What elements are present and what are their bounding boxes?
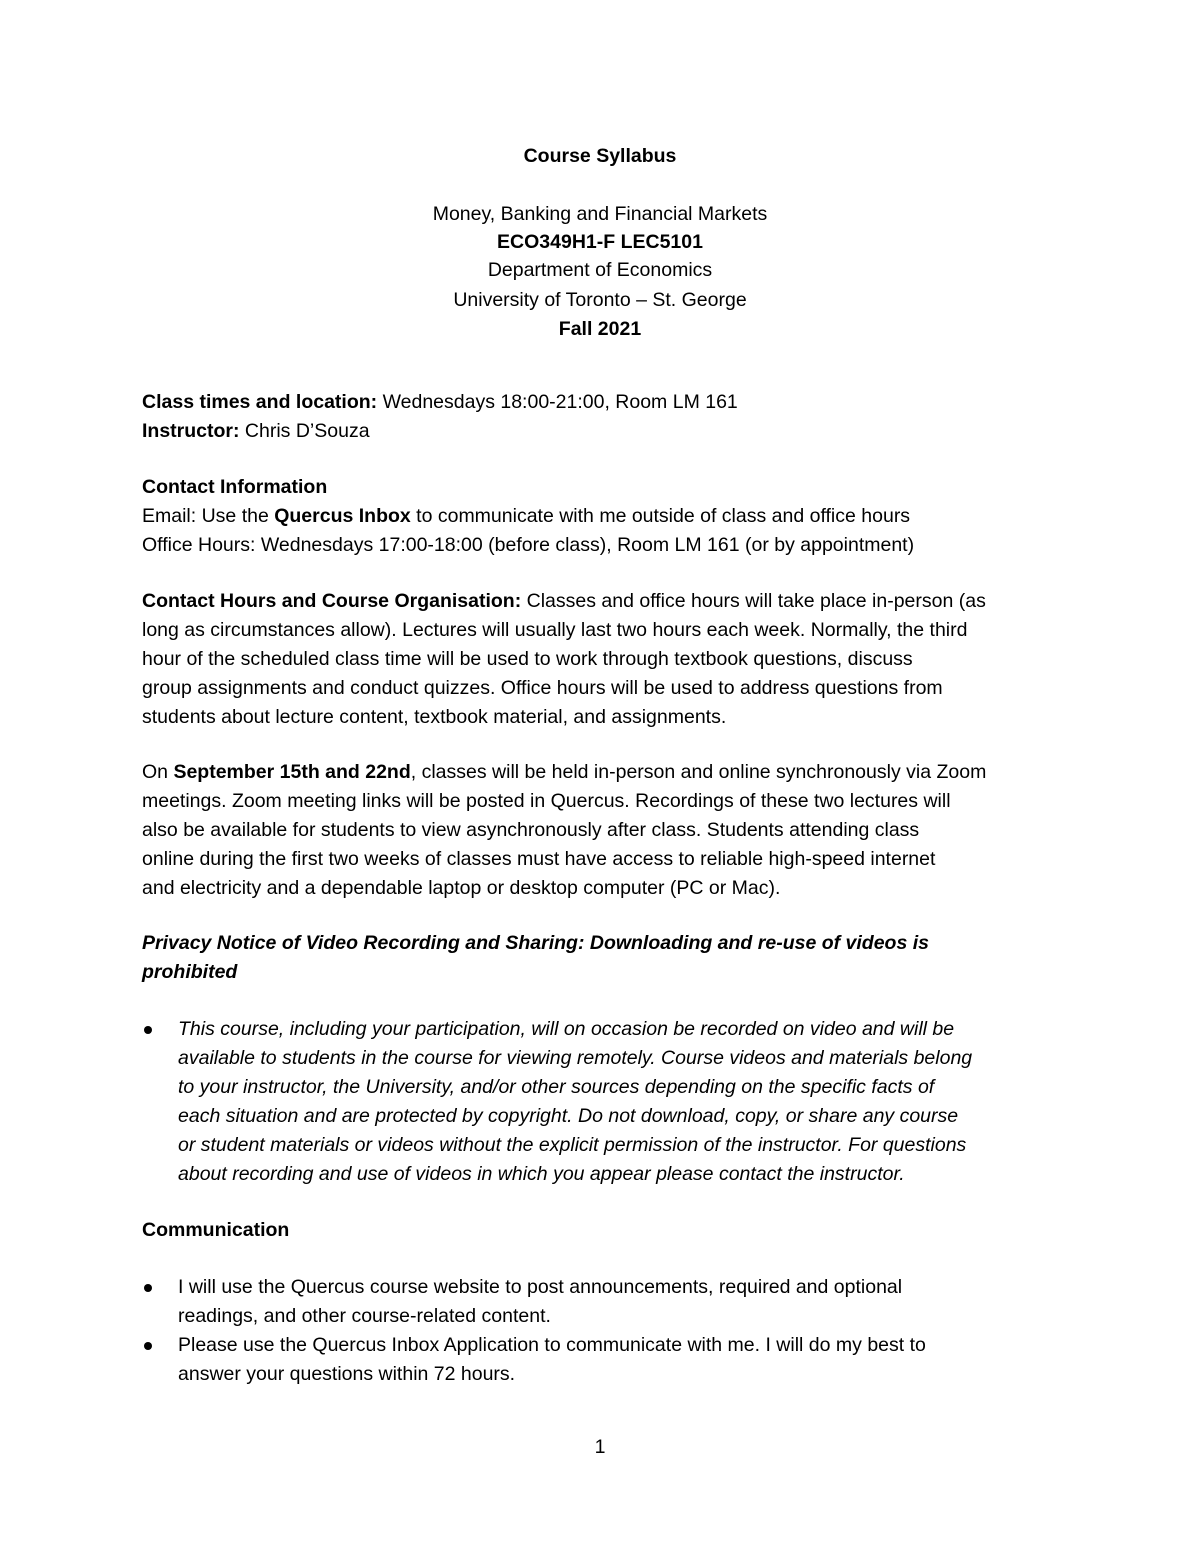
communication-bullet-line: I will use the Quercus course website to post announcements, required and optional [178,1276,903,1298]
organisation-line-5: students about lecture content, textbook material, and assignments. [142,706,727,728]
communication-bullet [142,1273,1072,1331]
zoom-line-4: online during the first two weeks of classes must have access to reliable high-speed internet [142,848,936,870]
document-title: Course Syllabus [523,145,677,167]
zoom-line-1 [142,758,1072,787]
course-name: Money, Banking and Financial Markets [432,203,768,225]
privacy-bullet-line: available to students in the course for viewing remotely. Course videos and materials belong [178,1047,973,1069]
instructor-line [142,417,1072,446]
privacy-heading-line-2: prohibited [142,961,238,983]
privacy-bullet-list [142,1015,1072,1189]
zoom-line-2: meetings. Zoom meeting links will be posted in Quercus. Recordings of these two lectures will [142,790,951,812]
privacy-heading-line-1: Privacy Notice of Video Recording and Sharing: Downloading and re-use of videos is [142,932,929,954]
zoom-pre: On [142,761,174,783]
class-info [142,388,1072,446]
organisation-label: Contact Hours and Course Organisation: [142,590,522,612]
organisation-line-3: hour of the scheduled class time will be used to work through textbook questions, discuss [142,648,913,670]
zoom-line-1-rest: , classes will be held in-person and online synchronously via Zoom [410,761,987,783]
contact-heading: Contact Information [142,476,328,498]
class-times-label: Class times and location: [142,391,378,413]
communication-heading: Communication [142,1219,290,1241]
communication-bullet-line: Please use the Quercus Inbox Application to communicate with me. I will do my best to [178,1334,926,1356]
page-number: 1 [594,1436,606,1458]
zoom-line-5: and electricity and a dependable laptop or desktop computer (PC or Mac). [142,877,781,899]
privacy-bullet-line: each situation and are protected by copyright. Do not download, copy, or share any course [178,1105,959,1127]
instructor-label: Instructor: [142,420,240,442]
organisation-line-1 [142,587,1072,616]
office-hours-line: Office Hours: Wednesdays 17:00-18:00 (before class), Room LM 161 (or by appointment) [142,534,915,556]
communication-bullet-line: readings, and other course-related content. [178,1305,551,1327]
quercus-inbox: Quercus Inbox [274,505,411,527]
privacy-bullet [142,1015,1072,1189]
email-post: to communicate with me outside of class and office hours [410,505,911,527]
communication-bullet-line: answer your questions within 72 hours. [178,1363,516,1385]
term: Fall 2021 [558,318,642,340]
university: University of Toronto – St. George [453,289,747,311]
class-times-value: Wednesdays 18:00-21:00, Room LM 161 [377,391,738,413]
organisation-line-4: group assignments and conduct quizzes. Office hours will be used to address questions from [142,677,943,699]
bullet-icon [144,1284,152,1292]
contact-section [142,473,1072,560]
zoom-dates: September 15th and 22nd [173,761,411,783]
privacy-bullet-line: or student materials or videos without the explicit permission of the instructor. For questions [178,1134,967,1156]
privacy-heading [142,929,1072,987]
organisation-line-2: long as circumstances allow). Lectures will usually last two hours each week. Normally, the third [142,619,968,641]
organisation-section [142,587,1072,732]
privacy-bullet-line: This course, including your participation, will on occasion be recorded on video and will be [178,1018,955,1040]
department: Department of Economics [487,259,713,281]
bullet-icon [144,1342,152,1350]
communication-bullet-list [142,1273,1072,1389]
privacy-bullet-line: about recording and use of videos in which you appear please contact the instructor. [178,1163,905,1185]
bullet-icon [144,1026,152,1034]
communication-bullet [142,1331,1072,1389]
zoom-section [142,758,1072,903]
class-times-line [142,388,1072,417]
instructor-value: Chris D’Souza [239,420,370,442]
course-code: ECO349H1-F LEC5101 [497,231,703,253]
zoom-line-3: also be available for students to view asynchronously after class. Students attending class [142,819,920,841]
email-line [142,502,1072,531]
privacy-bullet-line: to your instructor, the University, and/or other sources depending on the specific facts of [178,1076,935,1098]
organisation-line-1-rest: Classes and office hours will take place in-person (as [521,590,986,612]
email-pre: Email: Use the [142,505,275,527]
